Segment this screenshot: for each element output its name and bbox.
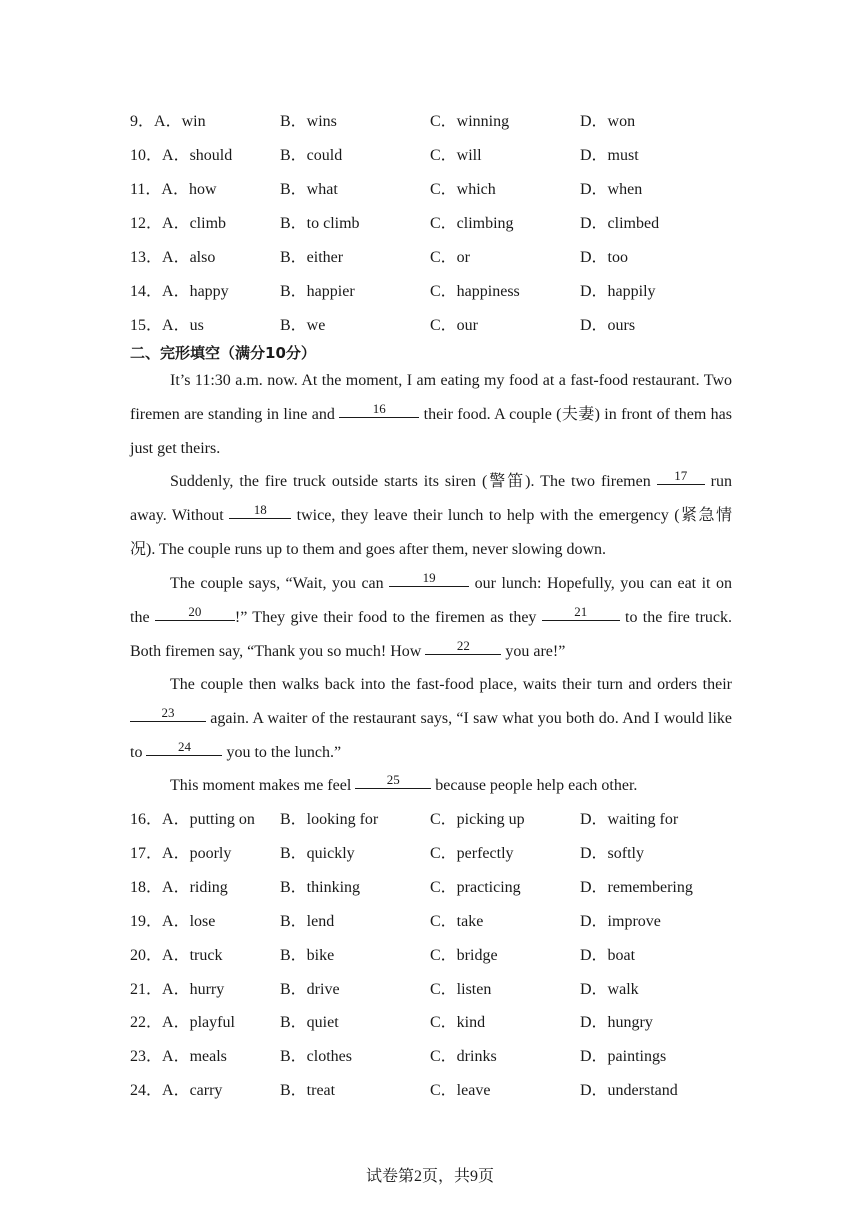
option-c: C．winning — [430, 113, 510, 130]
option-c: C．happiness — [430, 283, 520, 300]
question-row — [130, 979, 750, 1001]
passage-paragraph-3: The couple says, “Wait, you can 19 our lunch: Hopefully, you can eat it on the 20 !” They give their food to the firemen as they 21 to the fire truck. Both firemen say, “Thank you so much! How 22 you are!” — [130, 570, 733, 660]
question-row — [130, 213, 750, 235]
option-b: B．lend — [280, 913, 335, 930]
blank-24: 24 — [146, 739, 222, 756]
question-number-and-option-a: 11．A．how — [130, 181, 217, 198]
option-c: C．climbing — [430, 215, 514, 232]
option-c: C．leave — [430, 1082, 491, 1099]
option-c: C．kind — [430, 1014, 486, 1031]
option-d: D．boat — [580, 947, 636, 964]
blank-20: 20 — [155, 604, 235, 621]
option-b: B．looking for — [280, 811, 379, 828]
option-b: B．treat — [280, 1082, 336, 1099]
question-number-and-option-a: 15．A．us — [130, 317, 204, 334]
blank-16: 16 — [339, 401, 419, 418]
option-d: D．walk — [580, 981, 639, 998]
question-number-and-option-a: 17．A．poorly — [130, 845, 232, 862]
question-number-and-option-a: 18．A．riding — [130, 879, 228, 896]
option-b: B．wins — [280, 113, 337, 130]
question-row — [130, 315, 750, 337]
passage-paragraph-1: It’s 11:30 a.m. now. At the moment, I am eating my food at a fast-food restaurant. Two firemen are standing in line and 16 their food. A couple (夫妻) in front of them has just get theirs. — [130, 372, 732, 457]
blank-19: 19 — [389, 570, 469, 587]
option-c: C．bridge — [430, 947, 498, 964]
blank-18: 18 — [229, 502, 291, 519]
question-row — [130, 809, 750, 831]
question-row — [130, 1080, 750, 1102]
question-row — [130, 111, 750, 133]
option-c: C．perfectly — [430, 845, 514, 862]
option-d: D．softly — [580, 845, 645, 862]
section-title: 二、完形填空（满分10分） — [130, 344, 316, 362]
question-number-and-option-a: 16．A．putting on — [130, 811, 255, 828]
option-c: C．which — [430, 181, 496, 198]
question-number-and-option-a: 24．A．carry — [130, 1082, 223, 1099]
option-c: C．or — [430, 249, 471, 266]
option-b: B．either — [280, 249, 344, 266]
option-d: D．climbed — [580, 215, 660, 232]
option-d: D．happily — [580, 283, 656, 300]
option-b: B．what — [280, 181, 338, 198]
option-c: C．take — [430, 913, 484, 930]
option-b: B．drive — [280, 981, 340, 998]
option-b: B．could — [280, 147, 343, 164]
option-d: D．hungry — [580, 1014, 653, 1031]
question-row — [130, 843, 750, 865]
option-c: C．picking up — [430, 811, 525, 828]
question-number-and-option-a: 12．A．climb — [130, 215, 227, 232]
page-footer: 试卷第2页，共9页 — [365, 1168, 494, 1185]
question-row — [130, 1046, 750, 1068]
question-row — [130, 247, 750, 269]
option-b: B．quickly — [280, 845, 355, 862]
option-c: C．practicing — [430, 879, 521, 896]
option-d: D．paintings — [580, 1048, 667, 1065]
question-row — [130, 877, 750, 899]
question-number-and-option-a: 10．A．should — [130, 147, 233, 164]
question-number-and-option-a: 21．A．hurry — [130, 981, 225, 998]
question-number-and-option-a: 19．A．lose — [130, 913, 216, 930]
option-b: B．we — [280, 317, 326, 334]
blank-22: 22 — [425, 638, 501, 655]
option-d: D．won — [580, 113, 636, 130]
option-d: D．waiting for — [580, 811, 679, 828]
blank-17: 17 — [657, 468, 705, 485]
blank-21: 21 — [542, 604, 620, 621]
question-number-and-option-a: 20．A．truck — [130, 947, 223, 964]
option-b: B．happier — [280, 283, 355, 300]
option-d: D．when — [580, 181, 643, 198]
question-number-and-option-a: 13．A．also — [130, 249, 216, 266]
question-number-and-option-a: 14．A．happy — [130, 283, 229, 300]
passage-paragraph-2: Suddenly, the fire truck outside starts its siren (警笛). The two firemen 17 run away. Without 18 twice, they leave their lunch to help with the emergency (紧急情况). The couple runs up to them and goes after them, never slowing down. — [130, 468, 732, 558]
question-row — [130, 145, 750, 167]
option-d: D．ours — [580, 317, 636, 334]
option-b: B．bike — [280, 947, 335, 964]
option-d: D．improve — [580, 913, 661, 930]
question-number-and-option-a: 23．A．meals — [130, 1048, 227, 1065]
option-b: B．quiet — [280, 1014, 339, 1031]
question-number-and-option-a: 22．A．playful — [130, 1014, 235, 1031]
question-row — [130, 945, 750, 967]
question-row — [130, 1012, 750, 1034]
option-d: D．understand — [580, 1082, 678, 1099]
option-c: C．listen — [430, 981, 492, 998]
blank-25: 25 — [355, 772, 431, 789]
option-d: D．must — [580, 147, 639, 164]
option-c: C．our — [430, 317, 479, 334]
question-row — [130, 281, 750, 303]
option-c: C．drinks — [430, 1048, 497, 1065]
passage-paragraph-5: This moment makes me feel 25 because people help each other. — [170, 772, 638, 794]
option-d: D．too — [580, 249, 629, 266]
question-row — [130, 911, 750, 933]
question-row — [130, 179, 750, 201]
question-number-and-option-a: 9．A．win — [130, 113, 206, 130]
option-c: C．will — [430, 147, 482, 164]
option-b: B．clothes — [280, 1048, 352, 1065]
option-b: B．thinking — [280, 879, 361, 896]
passage-paragraph-4: The couple then walks back into the fast-food place, waits their turn and orders their 23 again. A waiter of the restaurant says, “I saw what you both do. And I would like to 24 you to the lunch.” — [130, 676, 732, 761]
option-d: D．remembering — [580, 879, 693, 896]
option-b: B．to climb — [280, 215, 360, 232]
blank-23: 23 — [130, 705, 206, 722]
